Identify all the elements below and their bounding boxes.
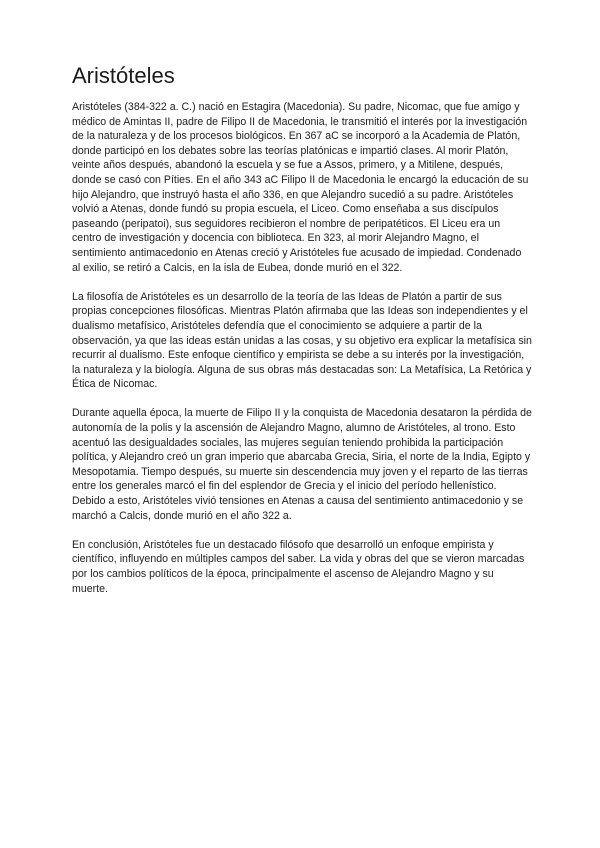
paragraph-conclusion: En conclusión, Aristóteles fue un destacado filósofo que desarrolló un enfoque empirista y científico, influyendo en múltiples campos del saber. La vida y obras del que se vieron marcadas por los cambios políticos de la época, principalmente el ascenso de Alejandro Magno y su muerte. bbox=[72, 538, 525, 595]
paragraph-philosophy: La filosofía de Aristóteles es un desarrollo de la teoría de las Ideas de Platón a partir de sus propias concepciones filosóficas. Mientras Platón afirmaba que las Ideas son independientes y el dualismo metafísico, Aristóteles defendía que el conocimiento se adquiere a partir de la observación, ya que las ideas están unidas a las cosas, y su objetivo era explicar la metafísica sin recurrir al dualismo. Este enfoque científico y empirista se debe a su interés por la investigación, la naturaleza y la biología. Alguna de sus obras más destacadas son: La Metafísica, La Retórica y Ética de Nicomac. bbox=[72, 290, 532, 391]
paragraph-biography: Aristóteles (384-322 a. C.) nació en Estagira (Macedonia). Su padre, Nicomac, que fue amigo y médico de Amintas II, padre de Filipo II de Macedonia, le transmitió el interés por la investigación de la naturaleza y de los procesos biológicos. En 367 aC se incorporó a la Academia de Platón, donde participó en los debates sobre las teorías platónicas e impartió clases. Al morir Platón, veinte años después, abandonó la escuela y se fue a Assos, primero, y a Mitilene, después, donde se casó con Píties. En el año 343 aC Filipo II de Macedonia le encargó la educación de su hijo Alejandro, que instruyó hasta el año 336, en que Alejandro sucedió a su padre. Aristóteles volvió a Atenas, donde fundó su propia escuela, el Liceo. Como enseñaba a sus discípulos paseando (peripatoi), sus seguidores recibieron el nombre de peripatéticos. El Liceu era un centro de investigación y docencia con biblioteca. En 323, al morir Alejandro Magno, el sentimiento antimacedonio en Atenas creció y Aristóteles fue acusado de impiedad. Condenado al exilio, se retiró a Calcis, en la isla de Eubea, donde murió en el 322. bbox=[72, 101, 529, 274]
document-title: Aristóteles bbox=[72, 63, 175, 88]
document-page bbox=[72, 62, 532, 611]
paragraph-historical-context: Durante aquella época, la muerte de Filipo II y la conquista de Macedonia desataron la pérdida de autonomía de la polis y la ascensión de Alejandro Magno, alumno de Aristóteles, al trono. Esto acentuó las desigualdades sociales, las mujeres seguían teniendo prohibida la participación política, y Alejandro creó un gran imperio que abarcaba Grecia, Siria, el norte de la India, Egipto y Mesopotamia. Tiempo después, su muerte sin descendencia muy joven y el reparto de las tierras entre los generales marcó el fin del esplendor de Grecia y el inicio del período hellenístico. Debido a esto, Aristóteles vivió tensiones en Atenas a causa del sentimiento antimacedonio y se marchó a Calcis, donde murió en el año 322 a. bbox=[72, 407, 532, 522]
